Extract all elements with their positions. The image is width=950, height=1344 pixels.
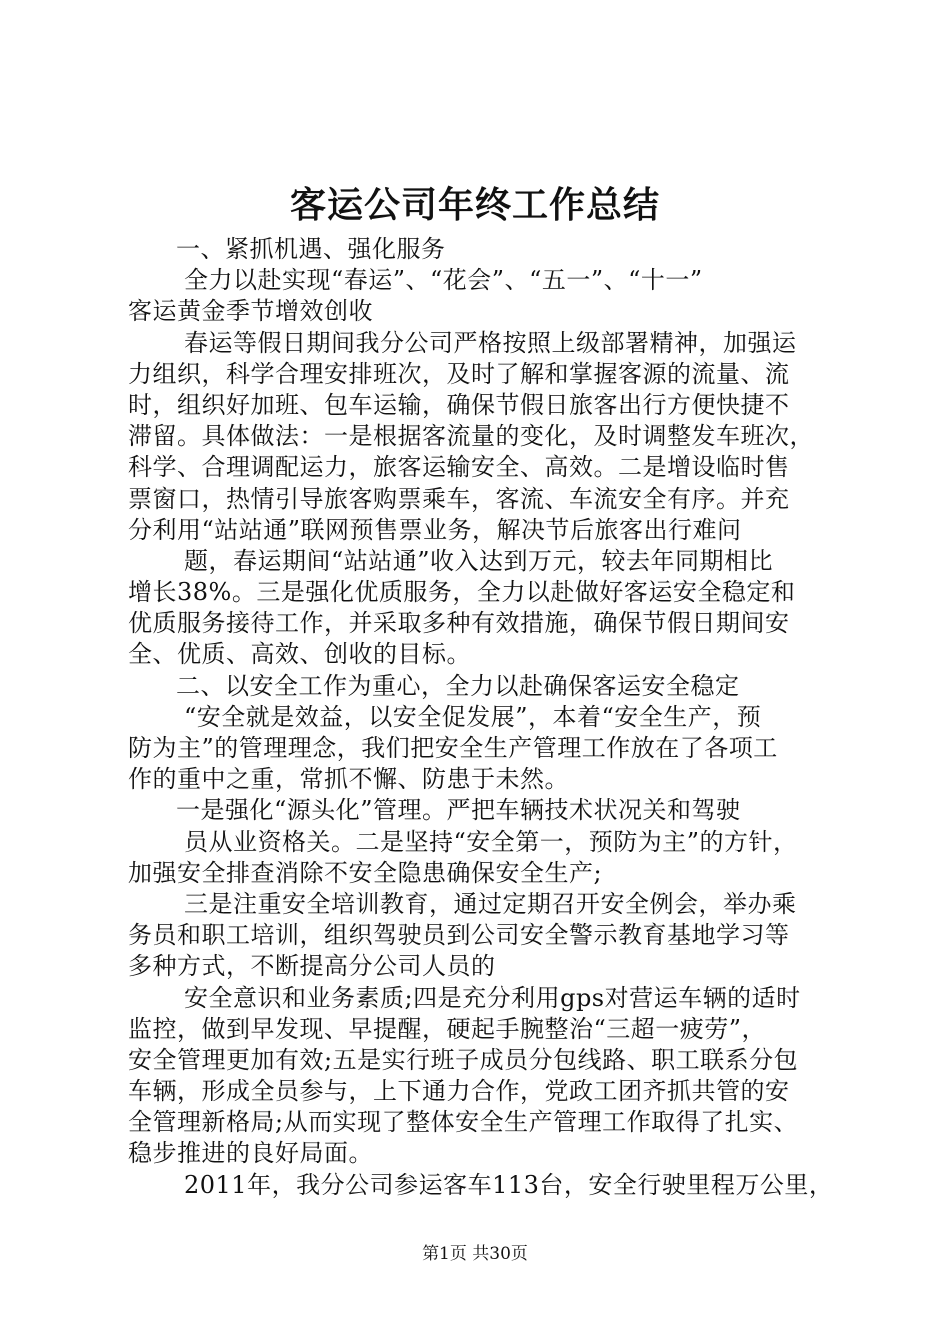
paragraph-line: 全力以赴实现“春运”、“花会”、“五一”、“十一”	[184, 266, 703, 295]
paragraph-line: 二、以安全工作为重心，全力以赴确保客运安全稳定	[176, 671, 740, 700]
document-title: 客运公司年终工作总结	[289, 184, 660, 226]
paragraph-line: 一是强化“源头化”管理。严把车辆技术状况关和驾驶	[176, 796, 741, 825]
paragraph-line: “安全就是效益，以安全促发展”，本着“安全生产，预	[184, 702, 762, 731]
paragraph-line: 安全意识和业务素质;四是充分利用gps对营运车辆的适时	[184, 983, 801, 1012]
paragraph-line: 作的重中之重，常抓不懈、防患于未然。	[128, 765, 569, 794]
paragraph-line: 务员和职工培训，组织驾驶员到公司安全警示教育基地学习等	[128, 921, 790, 950]
paragraph-line: 一、紧抓机遇、强化服务	[176, 235, 446, 263]
page-number: 第1页 共30页	[422, 1244, 528, 1264]
paragraph-line: 春运等假日期间我分公司严格按照上级部署精神，加强运	[184, 328, 797, 357]
paragraph-line: 防为主”的管理理念，我们把安全生产管理工作放在了各项工	[128, 734, 778, 762]
paragraph-line: 安全管理更加有效;五是实行班子成员分包线路、职工联系分包	[128, 1045, 799, 1074]
paragraph-line: 全管理新格局;从而实现了整体安全生产管理工作取得了扎实、	[128, 1108, 799, 1137]
paragraph-line: 题，春运期间“站站通”收入达到万元，较去年同期相比	[184, 546, 774, 575]
paragraph-line: 监控，做到早发现、早提醒，硬起手腕整治“三超一疲劳”，	[128, 1014, 767, 1043]
paragraph-line: 2011年，我分公司参运客车113台，安全行驶里程万公里，	[184, 1170, 834, 1199]
paragraph-line: 滞留。具体做法：一是根据客流量的变化，及时调整发车班次，	[128, 422, 814, 451]
paragraph-line: 科学、合理调配运力，旅客运输安全、高效。二是增设临时售	[128, 453, 790, 482]
paragraph-line: 分利用“站站通”联网预售票业务，解决节后旅客出行难问	[128, 515, 742, 544]
paragraph-line: 多种方式，不断提高分公司人员的	[128, 952, 496, 981]
document-body	[128, 234, 840, 1201]
paragraph-line: 员从业资格关。二是坚持“安全第一，预防为主”的方针，	[184, 827, 798, 856]
paragraph-line: 全、优质、高效、创收的目标。	[128, 640, 471, 669]
paragraph-line: 优质服务接待工作，并采取多种有效措施，确保节假日期间安	[128, 609, 790, 638]
paragraph-line: 稳步推进的良好局面。	[128, 1139, 373, 1168]
paragraph-line: 车辆，形成全员参与，上下通力合作，党政工团齐抓共管的安	[128, 1077, 790, 1106]
paragraph-line: 客运黄金季节增效创收	[128, 297, 373, 326]
paragraph-line: 力组织，科学合理安排班次，及时了解和掌握客源的流量、流	[128, 359, 790, 388]
paragraph-line: 三是注重安全培训教育，通过定期召开安全例会，举办乘	[184, 889, 797, 918]
paragraph-line: 时，组织好加班、包车运输，确保节假日旅客出行方便快捷不	[128, 390, 790, 419]
paragraph-line: 加强安全排查消除不安全隐患确保安全生产;	[128, 858, 603, 887]
paragraph-line: 增长38%。三是强化优质服务，全力以赴做好客运安全稳定和	[128, 578, 796, 607]
paragraph-line: 票窗口，热情引导旅客购票乘车，客流、车流安全有序。并充	[128, 484, 790, 513]
